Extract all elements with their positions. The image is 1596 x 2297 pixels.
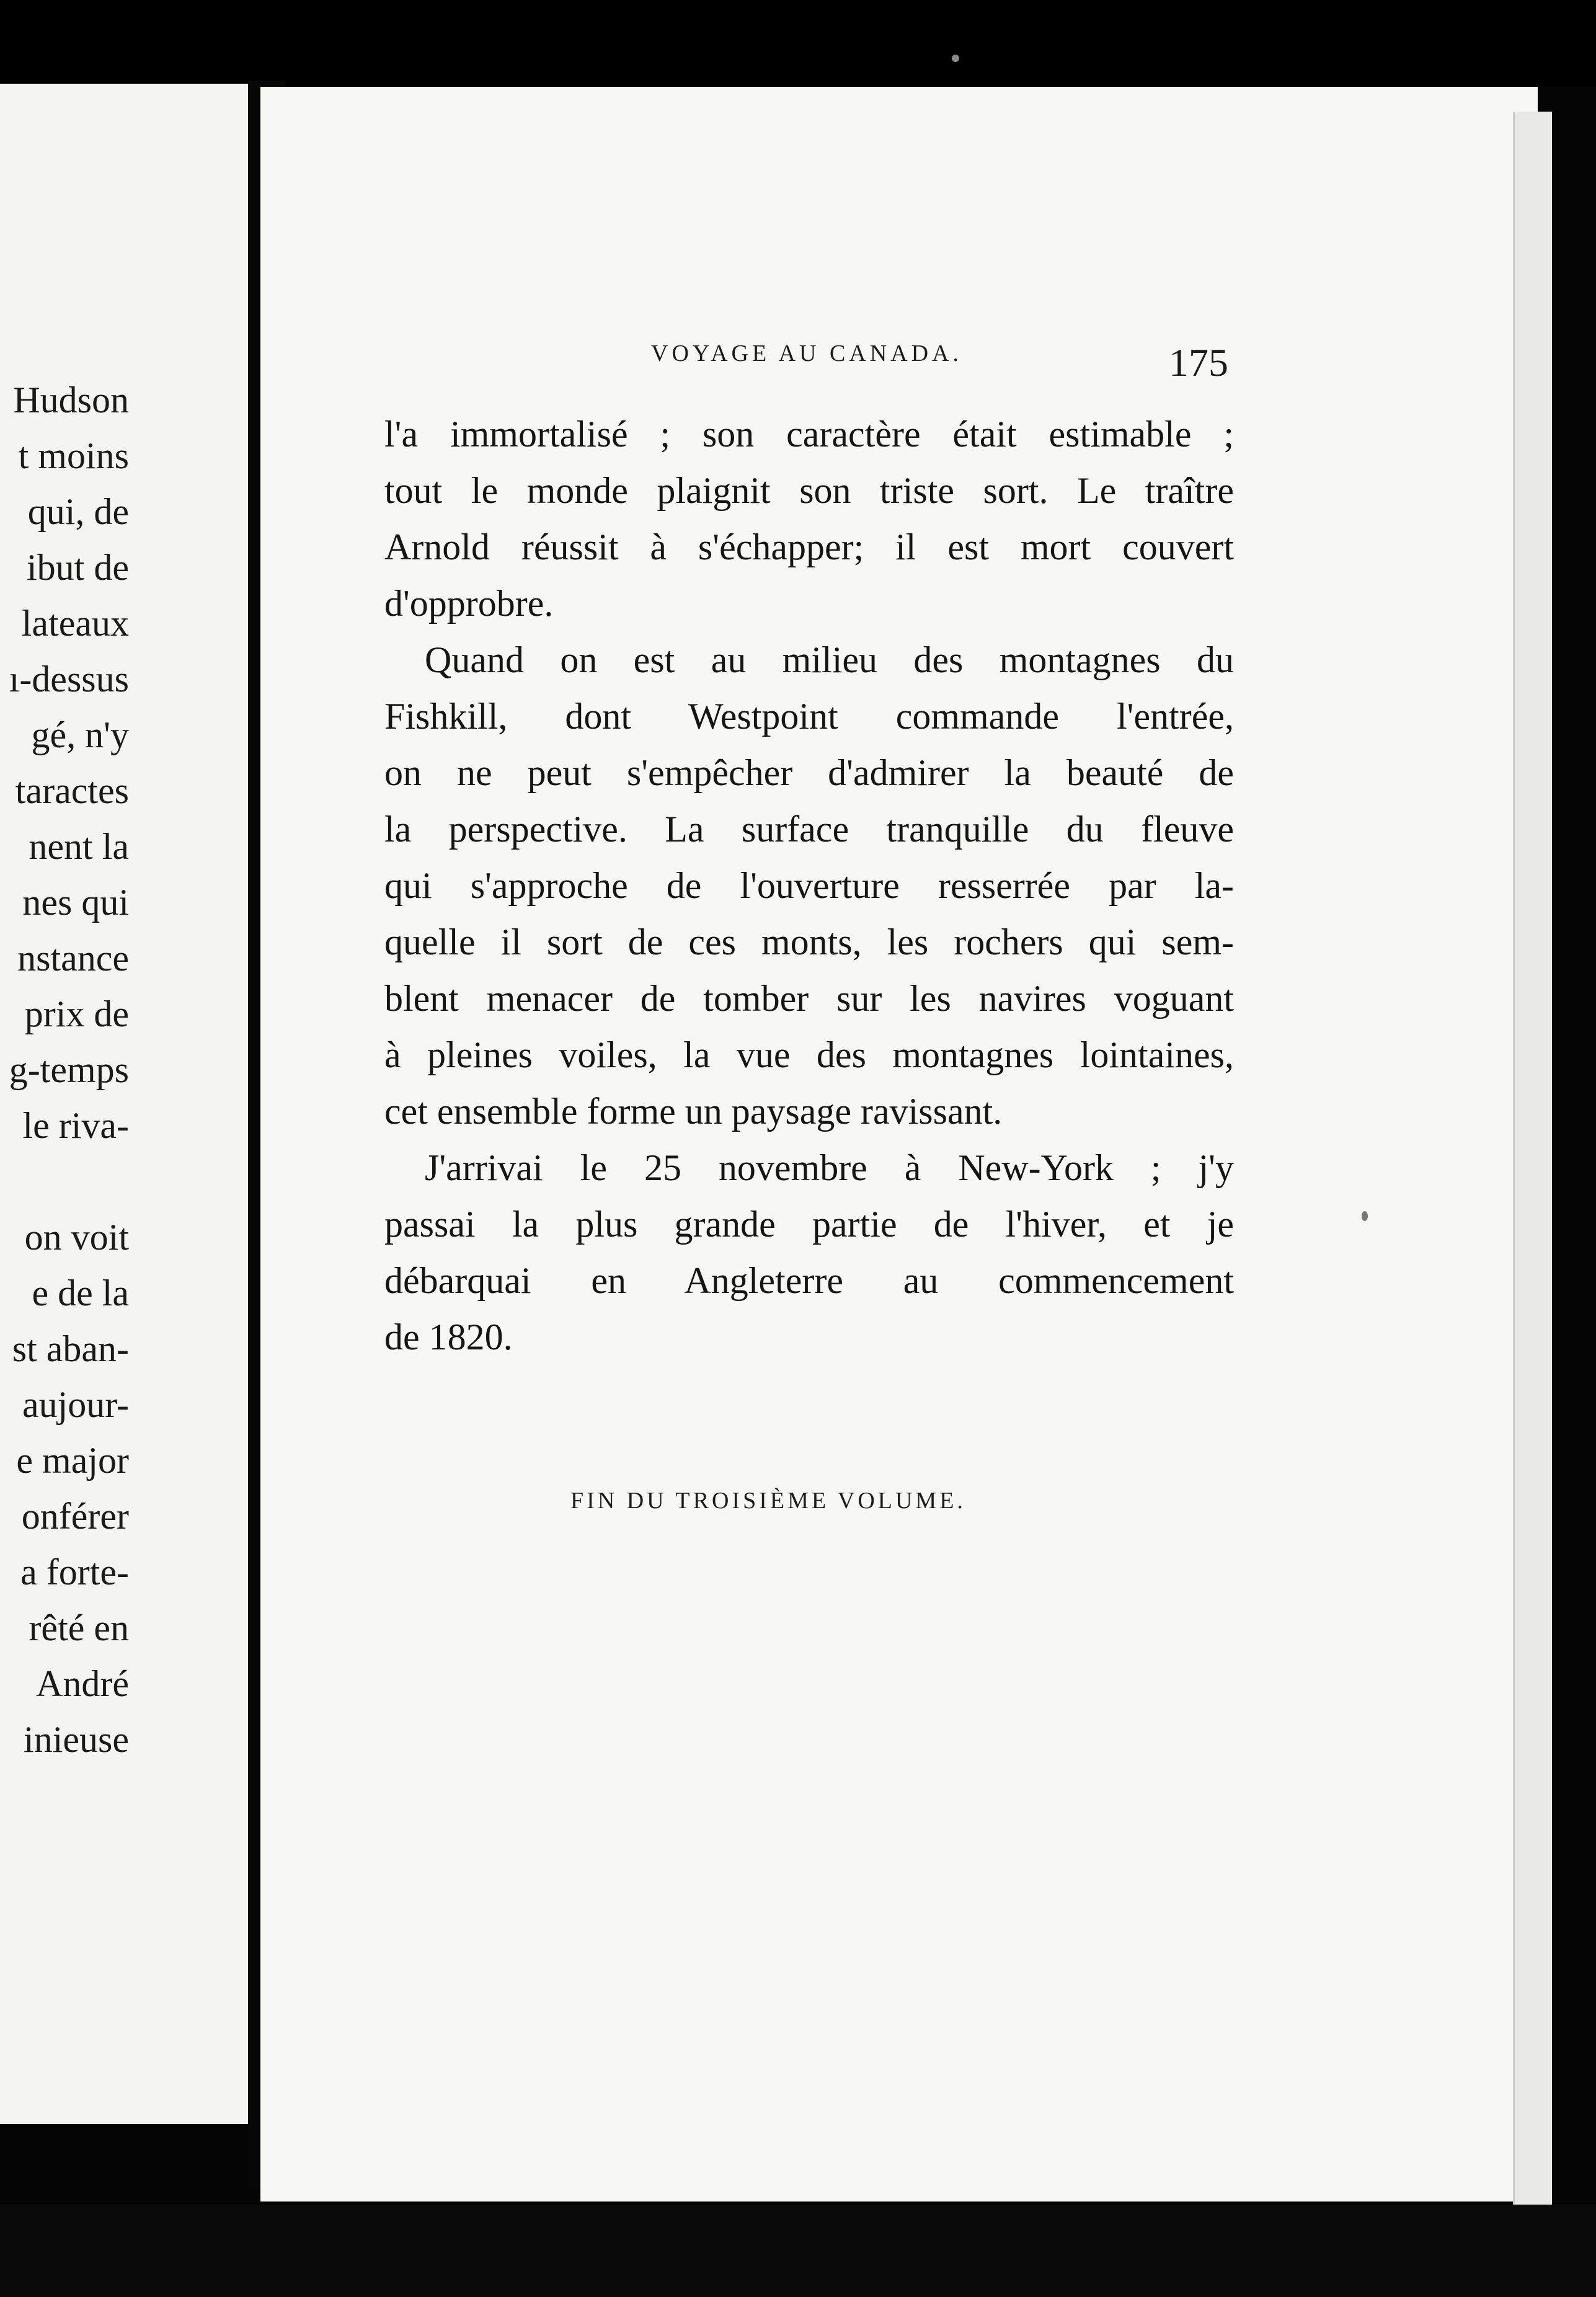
text-line: de 1820.	[384, 1317, 513, 1357]
left-page-line: nent la	[29, 826, 129, 867]
left-page-line: rêté en	[29, 1607, 129, 1648]
text-line: la perspective. La surface tranquille du fleuve	[384, 809, 1234, 850]
left-page-line: nstance	[17, 938, 129, 979]
left-page-line: g-temps	[9, 1049, 129, 1090]
text-line: Arnold réussit à s'échapper; il est mort couvert	[384, 526, 1234, 567]
text-line: blent menacer de tomber sur les navires voguant	[384, 978, 1234, 1019]
scan-speck	[1362, 1211, 1368, 1221]
left-page-line: André	[36, 1663, 129, 1704]
left-page-line: e major	[16, 1440, 129, 1481]
left-page-line: t moins	[18, 435, 129, 476]
scan-speck	[952, 55, 959, 62]
left-page-line: prix de	[24, 993, 129, 1034]
text-line: à pleines voiles, la vue des montagnes lointaines,	[384, 1034, 1234, 1075]
text-line: Fishkill, dont Westpoint commande l'entrée,	[384, 696, 1234, 737]
text-line: passai la plus grande partie de l'hiver, et je	[384, 1204, 1234, 1245]
left-page-line: le riva-	[22, 1105, 129, 1146]
body-text	[384, 406, 1234, 1366]
left-page-line: gé, n'y	[31, 714, 129, 755]
text-line: J'arrivai le 25 novembre à New-York ; j'y	[425, 1147, 1234, 1188]
left-page-line: onférer	[21, 1496, 129, 1537]
running-header: VOYAGE AU CANADA.	[651, 340, 963, 367]
text-line: quelle il sort de ces monts, les rochers qui sem-	[384, 922, 1234, 962]
scan-border-top	[0, 0, 1596, 87]
closing-line: FIN DU TROISIÈME VOLUME.	[570, 1488, 966, 1514]
left-page-line: nes qui	[22, 882, 129, 923]
left-page-line: a forte-	[20, 1552, 129, 1593]
left-page-line: lateaux	[21, 603, 129, 644]
left-page-line: ı-dessus	[9, 659, 129, 700]
text-line: on ne peut s'empêcher d'admirer la beauté de	[384, 752, 1234, 793]
text-line: débarquai en Angleterre au commencement	[384, 1260, 1234, 1301]
left-page-line: aujour-	[22, 1384, 129, 1425]
text-line: Quand on est au milieu des montagnes du	[425, 639, 1234, 680]
text-line: l'a immortalisé ; son caractère était estimable ;	[384, 414, 1234, 455]
left-page-line: st aban-	[12, 1328, 129, 1369]
scan-border-bottom	[0, 2205, 1596, 2297]
text-line: qui s'approche de l'ouverture resserrée par la-	[384, 865, 1234, 906]
left-page-line: inieuse	[24, 1719, 129, 1760]
left-page-line: qui, de	[27, 491, 129, 532]
page-number: 175	[1169, 340, 1228, 384]
text-line: tout le monde plaignit son triste sort. Le traître	[384, 470, 1234, 511]
text-line: d'opprobre.	[384, 583, 554, 624]
left-page-line: ibut de	[27, 547, 129, 588]
text-line: cet ensemble forme un paysage ravissant.	[384, 1091, 1003, 1132]
left-page-line: e de la	[32, 1273, 129, 1313]
left-page-line: on voit	[24, 1217, 129, 1258]
left-page-line: Hudson	[13, 380, 129, 420]
left-page-line: taractes	[15, 770, 129, 811]
page-edge	[1513, 112, 1552, 2226]
left-page	[0, 84, 260, 2124]
